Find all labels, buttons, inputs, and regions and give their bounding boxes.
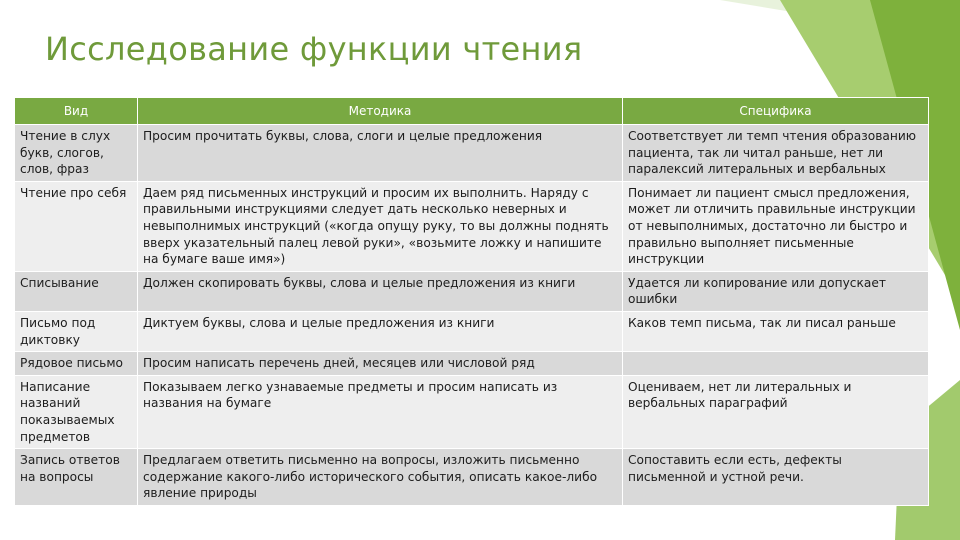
cell-type: Чтение в слух букв, слогов, слов, фраз [15,125,137,181]
cell-method: Просим написать перечень дней, месяцев или числовой ряд [138,352,622,375]
cell-specifics [623,352,928,375]
cell-type: Запись ответов на вопросы [15,449,137,505]
table-row [15,182,928,271]
cell-method: Должен скопировать буквы, слова и целые предложения из книги [138,272,622,311]
header-specifics: Специфика [623,98,928,124]
table-row [15,272,928,311]
cell-specifics: Соответствует ли темп чтения образованию пациента, так ли читал раньше, нет ли паралексий литеральных и вербальных [623,125,928,181]
cell-method: Показываем легко узнаваемые предметы и просим написать из названия на бумаге [138,376,622,448]
cell-specifics: Понимает ли пациент смысл предложения, может ли отличить правильные инструкции от невыполнимых, достаточно ли быстро и правильно выполняет письменные инструкции [623,182,928,271]
cell-specifics: Оцениваем, нет ли литеральных и вербальных параграфий [623,376,928,448]
cell-method: Даем ряд письменных инструкций и просим их выполнить. Наряду с правильными инструкциями следует дать несколько неверных и невыполнимых инструкций («когда опущу руку, то вы должны поднять вверх указательный палец левой руки», «возьмите ложку и напишите на бумаге ваше имя») [138,182,622,271]
cell-method: Диктуем буквы, слова и целые предложения из книги [138,312,622,351]
table-row [15,312,928,351]
header-method: Методика [138,98,622,124]
cell-specifics: Каков темп письма, так ли писал раньше [623,312,928,351]
table-row [15,125,928,181]
header-type: Вид [15,98,137,124]
cell-type: Написание названий показываемых предметов [15,376,137,448]
cell-type: Рядовое письмо [15,352,137,375]
cell-method: Просим прочитать буквы, слова, слоги и целые предложения [138,125,622,181]
cell-type: Списывание [15,272,137,311]
table-row [15,376,928,448]
cell-type: Чтение про себя [15,182,137,271]
cell-specifics: Удается ли копирование или допускает ошибки [623,272,928,311]
table-row [15,449,928,505]
cell-specifics: Сопоставить если есть, дефекты письменной и устной речи. [623,449,928,505]
cell-type: Письмо под диктовку [15,312,137,351]
reading-function-table [14,97,929,506]
table-row [15,352,928,375]
table-header-row [15,98,928,124]
cell-method: Предлагаем ответить письменно на вопросы, изложить письменно содержание какого-либо исторического события, описать какое-либо явление природы [138,449,622,505]
page-title: Исследование функции чтения [45,30,583,68]
